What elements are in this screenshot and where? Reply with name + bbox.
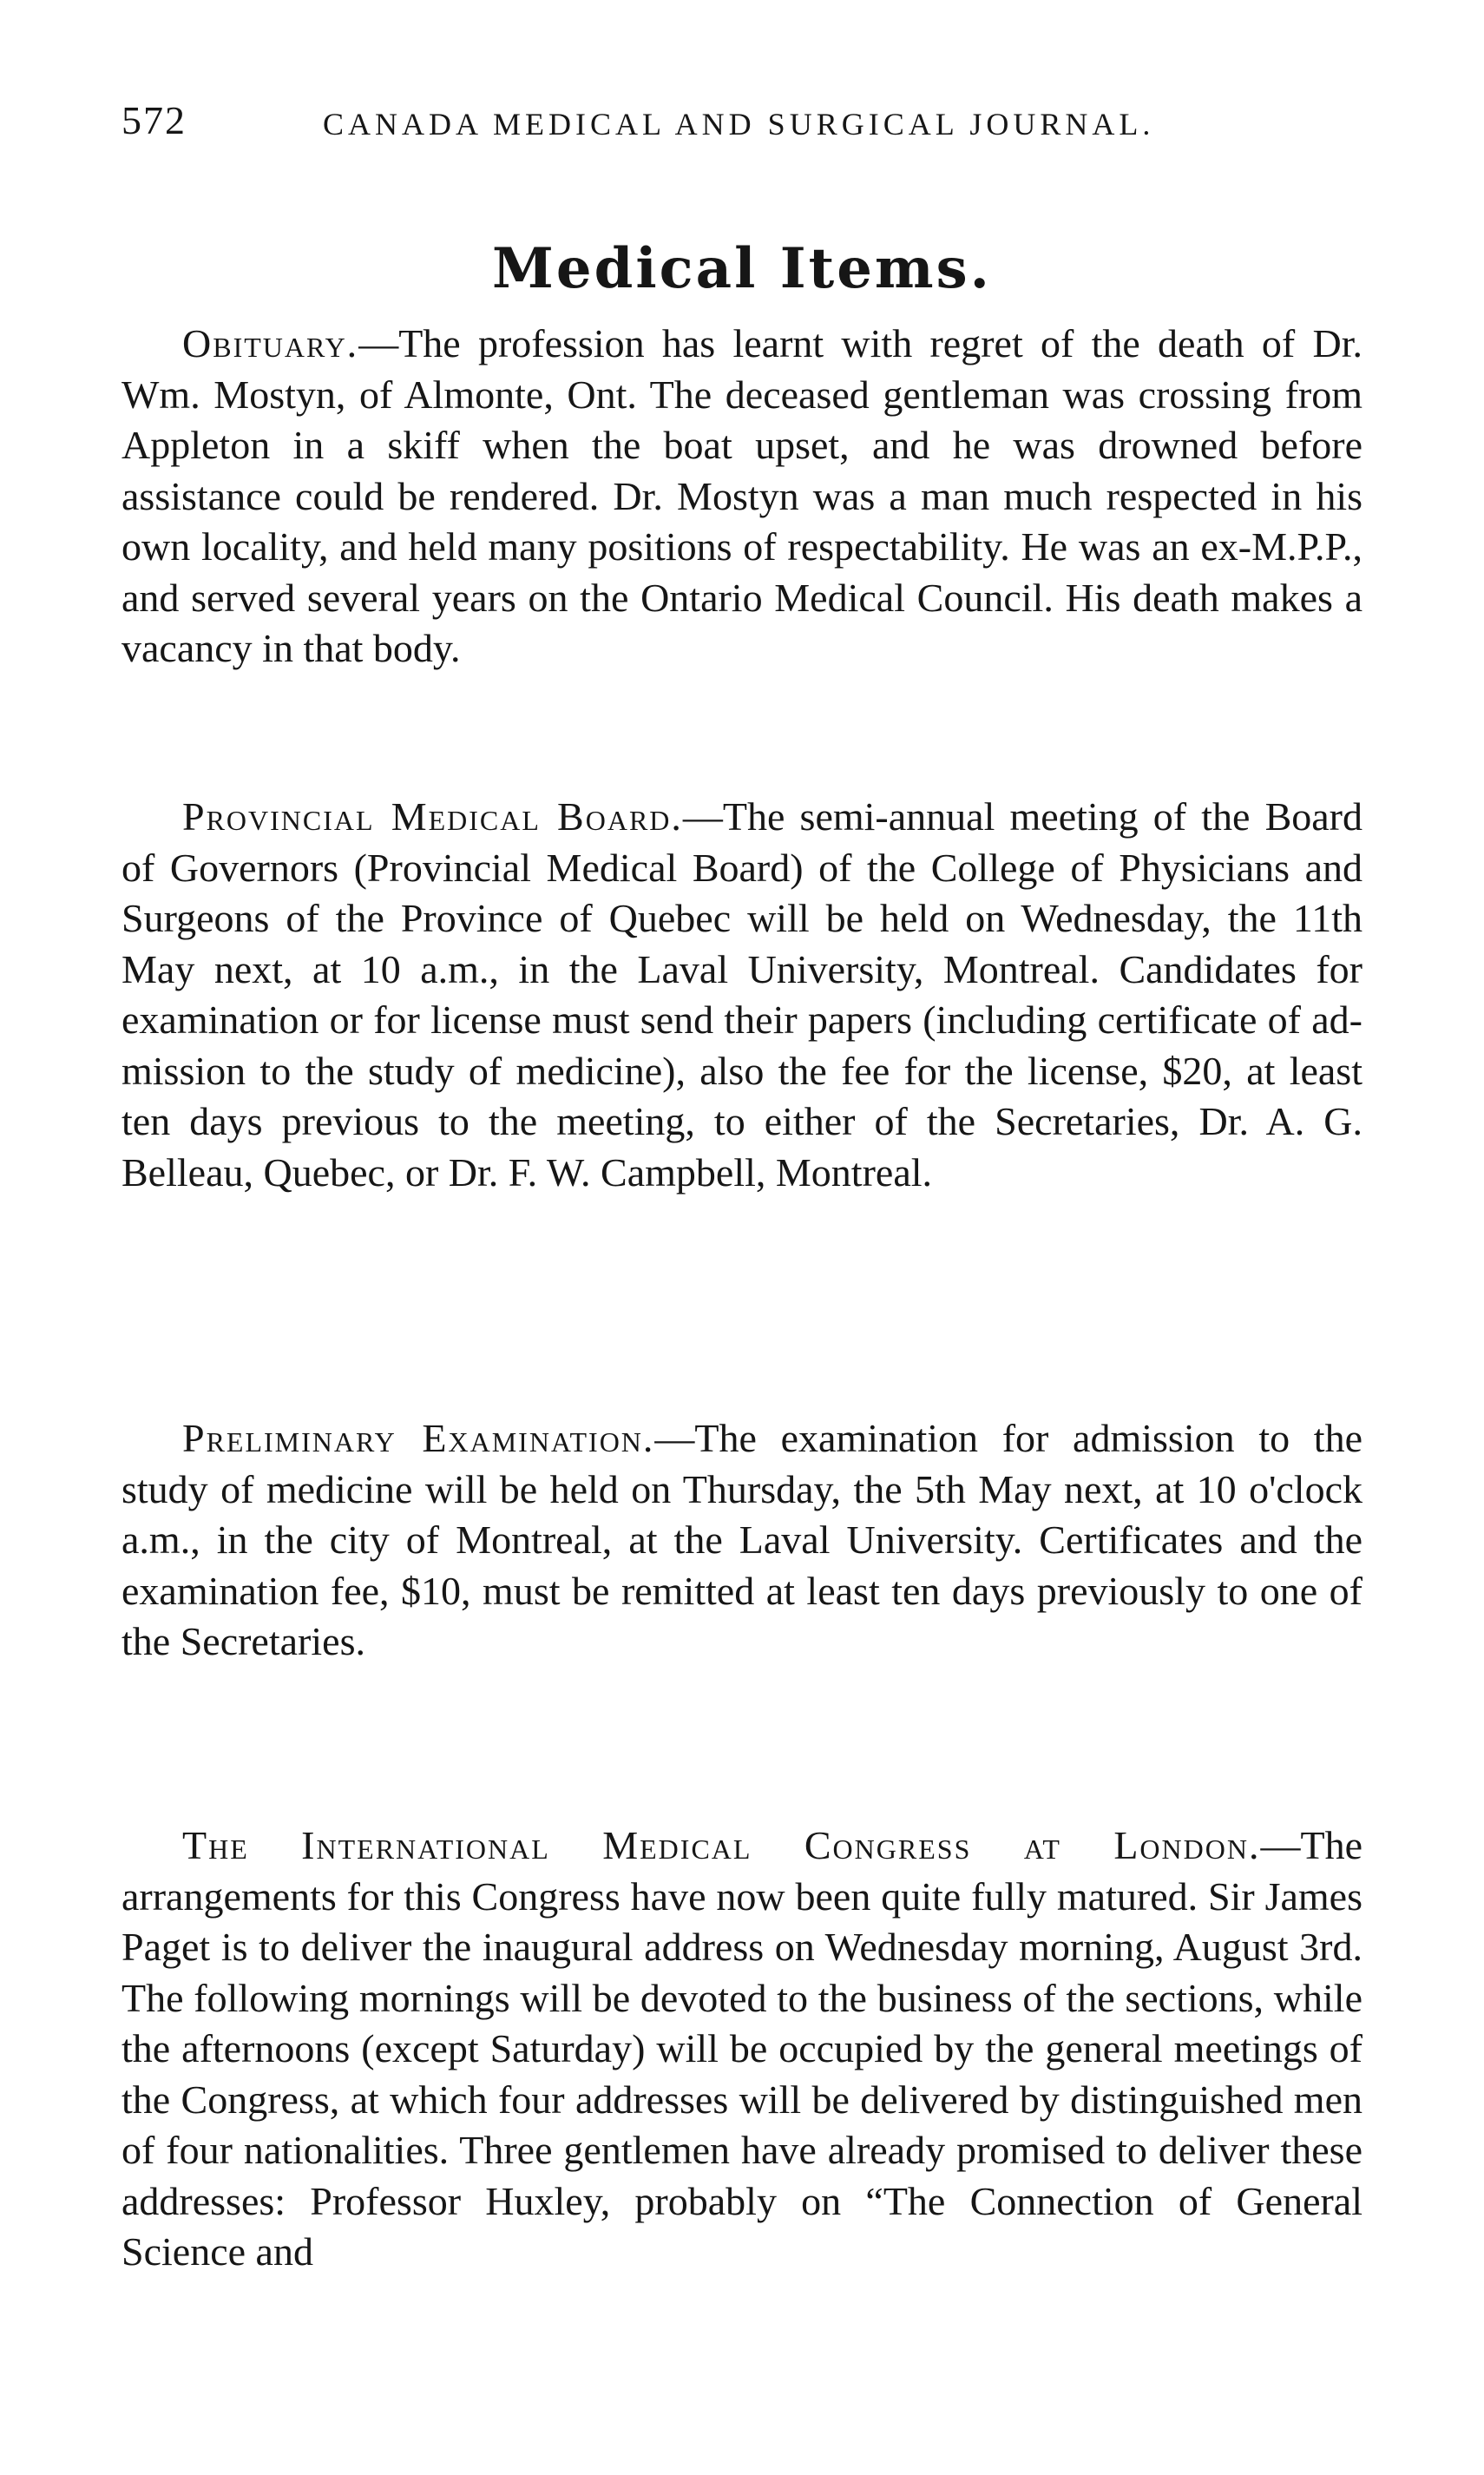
article-body: —The semi-annual meeting of the Board of Governors (Provincial Medical Board) of the College of Physicians and Surgeons of the Province of Quebec will be held on Wednesday, the 11th May next, at 10 a.m., in the Laval University, Montreal. Candidates for examination or for license must send their papers (including certificate of admission to the study of medicine), also the fee for the license, $20, at least ten days previous to the meeting, to either of the Secretaries, Dr. A. G. Belleau, Quebec, or Dr. F. W. Campbell, Montreal. bbox=[121, 794, 1363, 1195]
article-lead: The International Medical Congress at London. bbox=[182, 1823, 1261, 1867]
article-body: —The profession has learnt with regret of the death of Dr. Wm. Mostyn, of Almonte, Ont. The deceased gentleman was crossing from Appleton in a skiff when the boat upset, and he was drowned before assistance could be rendered. Dr. Mostyn was a man much respected in his own locality, and held many positions of respectability. He was an ex-M.P.P., and served several years on the Ontario Medical Council. His death makes a vacancy in that body. bbox=[121, 321, 1363, 670]
running-header bbox=[121, 97, 1380, 158]
journal-title: CANADA MEDICAL AND SURGICAL JOURNAL. bbox=[323, 107, 1155, 142]
article-body: —The examination for admission to the study of medicine will be held on Thursday, the 5th May next, at 10 o'clock a.m., in the city of Montreal, at the Laval University. Certificates and the examination fee, $10, must be remitted at least ten days previously to one of the Secretaries. bbox=[121, 1416, 1363, 1663]
article-body: —The arrangements for this Congress have now been quite fully matured. Sir James Paget is to deliver the inaugural address on Wednesday morning, August 3rd. The following mornings will be devoted to the business of the sections, while the afternoons (except Saturday) will be occupied by the general meetings of the Congress, at which four addresses will be delivered by distinguished men of four nationalities. Three gentlemen have already promised to deliver these addresses: Professor Huxley, probably on “The Connection of General Science and bbox=[121, 1823, 1363, 2274]
article-provincial-medical-board bbox=[121, 792, 1363, 1198]
article-international-congress bbox=[121, 1820, 1363, 2278]
article-preliminary-examination bbox=[121, 1413, 1363, 1668]
article-lead: Provincial Medical Board. bbox=[182, 794, 683, 839]
article-lead: Preliminary Examination. bbox=[182, 1416, 655, 1460]
article-obituary bbox=[121, 319, 1363, 675]
article-lead: Obituary. bbox=[182, 321, 359, 365]
page-number: 572 bbox=[121, 98, 187, 142]
section-title: Medical Items. bbox=[492, 236, 992, 301]
